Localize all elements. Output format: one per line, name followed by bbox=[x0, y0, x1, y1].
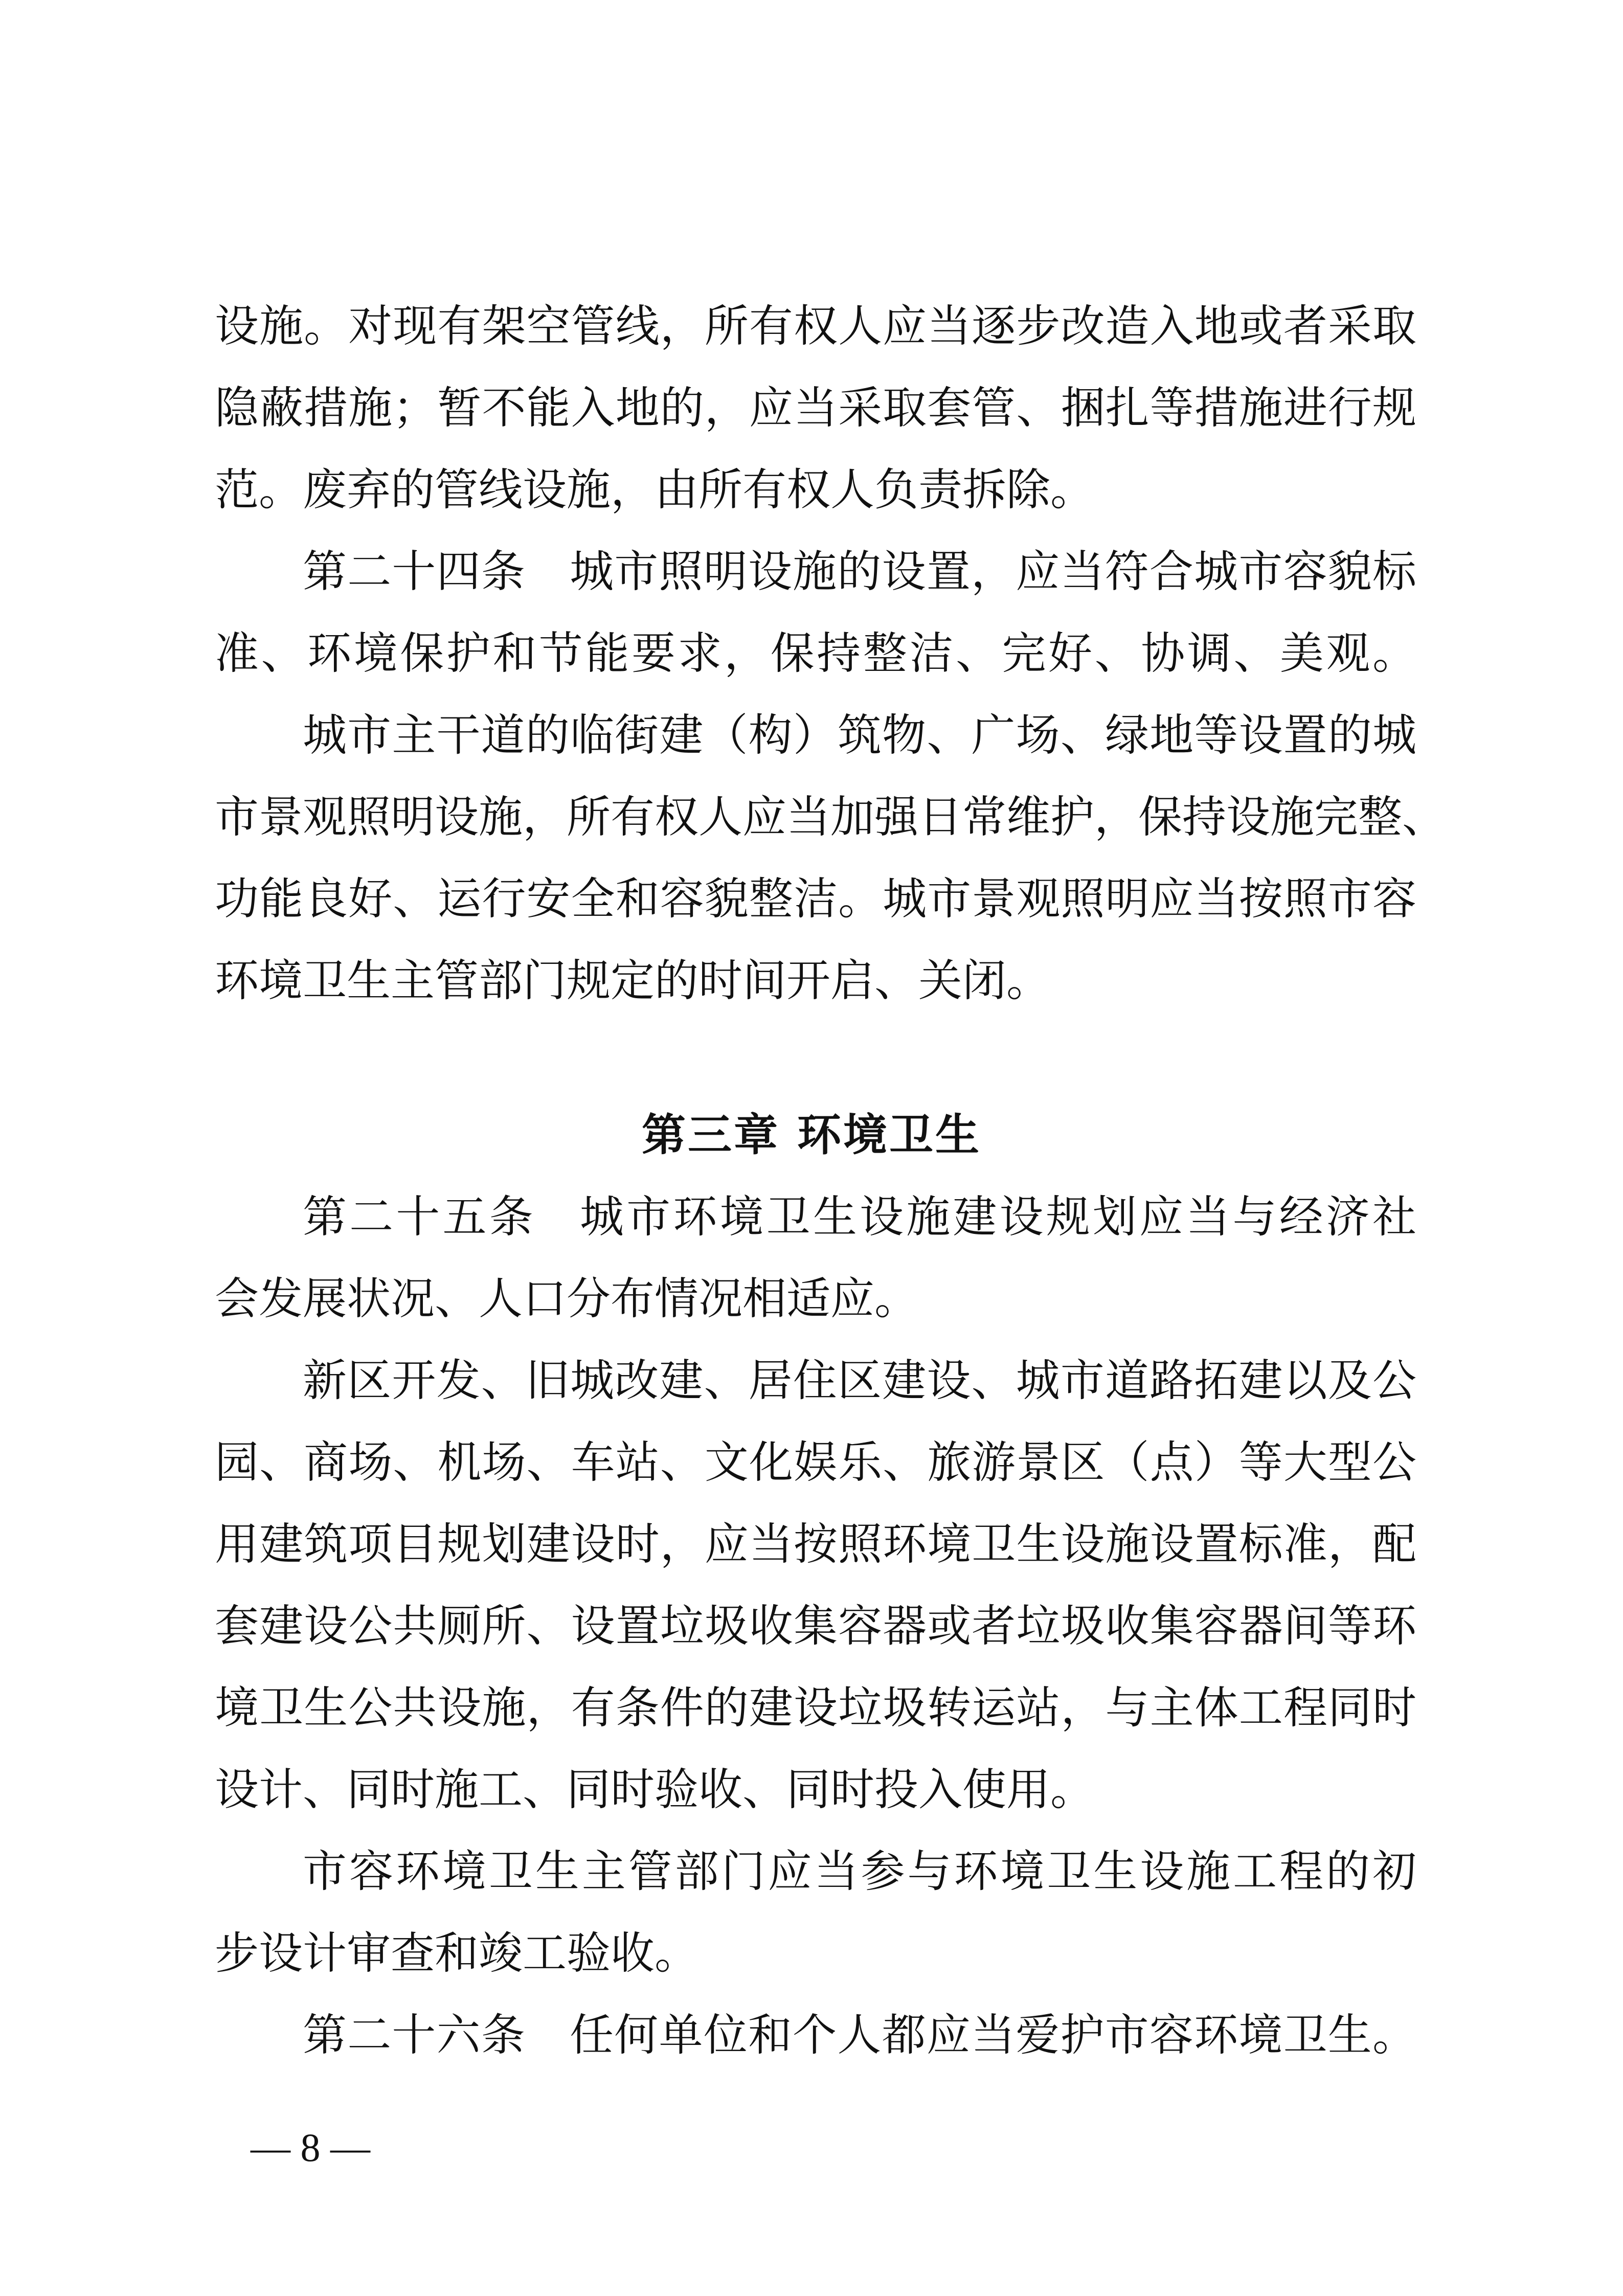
paragraph-line: 设计、同时施工、同时验收、同时投入使用。 bbox=[215, 1764, 1094, 1815]
article-26-line bbox=[303, 2005, 1416, 2066]
paragraph-line: 步设计审查和竣工验收。 bbox=[215, 1928, 698, 1979]
paragraph-line: 城市主干道的临街建（构）筑物、广场、绿地等设置的城 bbox=[303, 710, 1416, 761]
article-number: 第二十六条 bbox=[303, 2010, 526, 2061]
article-text: 城市照明设施的设置，应当符合城市容貌标 bbox=[570, 546, 1417, 597]
paragraph-line: 用建筑项目规划建设时，应当按照环境卫生设施设置标准，配 bbox=[215, 1519, 1416, 1570]
paragraph-line: 市容环境卫生主管部门应当参与环境卫生设施工程的初 bbox=[303, 1846, 1416, 1897]
paragraph-line: 套建设公共厕所、设置垃圾收集容器或者垃圾收集容器间等环 bbox=[215, 1601, 1416, 1652]
paragraph-line: 隐蔽措施；暂不能入地的，应当采取套管、捆扎等措施进行规 bbox=[215, 382, 1416, 434]
article-24-line bbox=[303, 541, 1416, 602]
paragraph-line: 范。废弃的管线设施，由所有权人负责拆除。 bbox=[215, 464, 1094, 515]
paragraph-line: 市景观照明设施，所有权人应当加强日常维护，保持设施完整、 bbox=[215, 792, 1446, 843]
article-number: 第二十五条 bbox=[303, 1191, 536, 1243]
paragraph-line: 境卫生公共设施，有条件的建设垃圾转运站，与主体工程同时 bbox=[215, 1682, 1416, 1734]
paragraph-line: 新区开发、旧城改建、居住区建设、城市道路拓建以及公 bbox=[303, 1355, 1416, 1406]
article-text: 城市环境卫生设施建设规划应当与经济社 bbox=[579, 1191, 1417, 1243]
chapter-heading: 第三章 环境卫生 bbox=[642, 1110, 981, 1161]
paragraph-line: 园、商场、机场、车站、文化娱乐、旅游景区（点）等大型公 bbox=[215, 1437, 1416, 1488]
paragraph-line: 环境卫生主管部门规定的时间开启、关闭。 bbox=[215, 955, 1050, 1006]
article-text: 任何单位和个人都应当爱护市容环境卫生。 bbox=[570, 2010, 1417, 2061]
paragraph-line: 准、环境保护和节能要求，保持整洁、完好、协调、美观。 bbox=[215, 628, 1416, 679]
article-25-line bbox=[303, 1186, 1416, 1248]
paragraph-line: 功能良好、运行安全和容貌整洁。城市景观照明应当按照市容 bbox=[215, 873, 1416, 925]
article-number: 第二十四条 bbox=[303, 546, 526, 597]
paragraph-line: 设施。对现有架空管线，所有权人应当逐步改造入地或者采取 bbox=[215, 301, 1416, 352]
paragraph-line: 会发展状况、人口分布情况相适应。 bbox=[215, 1273, 918, 1324]
page-number: — 8 — bbox=[251, 2125, 370, 2170]
